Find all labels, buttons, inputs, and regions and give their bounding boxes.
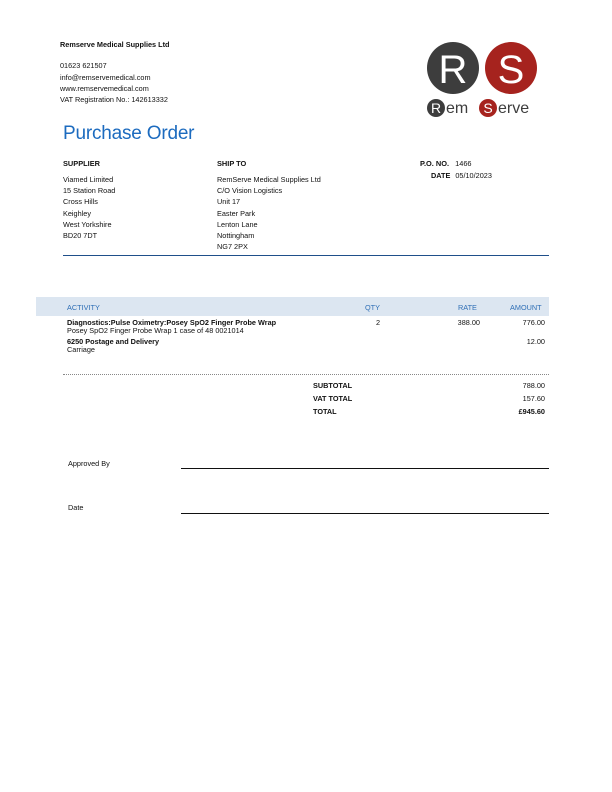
supplier-line: BD20 7DT [63,231,98,241]
company-info [60,39,170,105]
company-name: Remserve Medical Supplies Ltd [60,40,170,49]
logo-letter-s: S [497,48,525,92]
page-title: Purchase Order [63,123,195,144]
po-date-label: DATE [431,171,451,180]
row-rate: 388.00 [457,318,480,327]
approved-by-line[interactable] [181,468,549,469]
logo-letter-r: R [438,48,468,92]
po-date: 05/10/2023 [455,171,492,180]
subtotal-label: SUBTOTAL [313,381,353,390]
total-label: TOTAL [313,407,337,416]
ship-to-label: SHIP TO [217,159,247,168]
subtotal-value: 788.00 [522,381,545,390]
logo-word-em: em [446,100,469,117]
ship-to-line: NG7 2PX [217,242,248,252]
table-header [36,297,549,316]
row-amount: 776.00 [522,318,545,327]
logo-word-erve: erve [498,100,530,117]
col-qty: QTY [365,303,380,312]
header-divider [63,255,549,256]
ship-to-line: Nottingham [217,231,255,241]
supplier-line: West Yorkshire [63,219,112,229]
logo-small-s: S [483,100,493,116]
vat-value: 157.60 [522,394,545,403]
table-divider [63,374,549,375]
table-row [67,319,367,335]
ship-to-line: Unit 17 [217,197,241,207]
vat-label: VAT TOTAL [313,394,353,403]
date-label: Date [68,503,84,512]
remserve-logo [425,38,545,120]
supplier-line: Viamed Limited [63,175,114,184]
total-value: £945.60 [518,407,545,416]
col-amount: AMOUNT [510,303,542,312]
ship-to-line: Lenton Lane [217,219,258,229]
supplier-line: Keighley [63,208,91,218]
ship-to-line: RemServe Medical Supplies Ltd [217,175,321,184]
col-activity: ACTIVITY [67,303,100,312]
company-phone: 01623 621507 [60,61,107,71]
po-number-label: P.O. NO. [420,159,450,168]
ship-to-line: C/O Vision Logistics [217,186,283,196]
po-number: 1466 [455,159,472,168]
row-amount: 12.00 [526,337,545,346]
row-qty: 2 [376,318,381,327]
row-title: Diagnostics:Pulse Oximetry:Posey SpO2 Finger Probe Wrap [67,318,277,327]
supplier-line: 15 Station Road [63,186,116,196]
date-line[interactable] [181,513,549,514]
supplier-address [63,174,115,241]
company-email: info@remservemedical.com [60,72,151,82]
supplier-line: Cross Hills [63,197,98,207]
po-number-row [420,159,472,168]
ship-to-line: Easter Park [217,208,256,218]
row-description: Carriage [67,345,95,354]
company-vat: VAT Registration No.: 142613332 [60,95,168,105]
supplier-label: SUPPLIER [63,159,100,168]
approved-by-label: Approved By [68,459,110,468]
row-description: Posey SpO2 Finger Probe Wrap 1 case of 48 0021014 [67,326,244,335]
company-website: www.remservemedical.com [60,83,149,93]
row-title: 6250 Postage and Delivery [67,337,160,346]
ship-to-address [217,174,321,252]
po-date-row [431,170,492,181]
logo-small-r: R [430,100,442,116]
table-row [67,338,367,354]
col-rate: RATE [458,303,477,312]
